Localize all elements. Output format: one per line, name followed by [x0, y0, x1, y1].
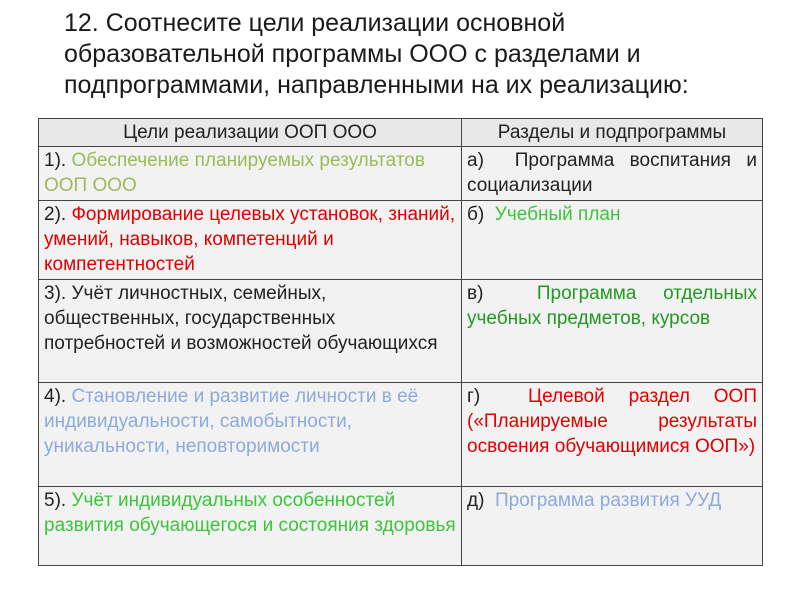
- header-sections: Разделы и подпрограммы: [462, 119, 763, 147]
- section-text: Программа развития УУД: [494, 490, 722, 511]
- table-row: [39, 383, 763, 487]
- table-row: [39, 201, 763, 280]
- section-letter: а): [467, 150, 484, 171]
- table-header-row: [39, 119, 763, 147]
- table-row: [39, 280, 763, 383]
- goal-number: 1).: [44, 150, 67, 171]
- goal-cell: [39, 201, 462, 280]
- table-row: [39, 487, 763, 566]
- section-cell: [462, 201, 763, 280]
- section-text: Программа воспитания и социализации: [467, 150, 757, 196]
- section-letter: д): [467, 490, 485, 511]
- goal-number: 3).: [44, 283, 67, 304]
- section-cell: [462, 280, 763, 383]
- goal-number: 5).: [44, 490, 67, 511]
- section-text: Программа отдельных учебных предметов, курсов: [467, 283, 757, 329]
- header-goals: Цели реализации ООП ООО: [39, 119, 462, 147]
- section-cell: [462, 487, 763, 566]
- table-row: [39, 147, 763, 201]
- goal-number: 4).: [44, 386, 67, 407]
- goal-cell: [39, 383, 462, 487]
- section-text: Целевой раздел ООП («Планируемые результаты освоения обучающимися ООП»): [467, 386, 757, 457]
- section-letter: г): [467, 386, 481, 407]
- goal-text: Обеспечение планируемых результатов ООП ООО: [44, 150, 425, 196]
- section-cell: [462, 383, 763, 487]
- matching-table: [38, 118, 763, 566]
- section-letter: б): [467, 204, 485, 225]
- slide-title: 12. Соотнесите цели реализации основной образовательной программы ООО с разделами и подпрограммами, направленными на их реализацию:: [64, 9, 689, 99]
- goal-cell: [39, 487, 462, 566]
- goal-text: Становление и развитие личности в её индивидуальности, самобытности, уникальности, неповторимости: [44, 386, 419, 457]
- section-cell: [462, 147, 763, 201]
- goal-cell: [39, 280, 462, 383]
- goal-number: 2).: [44, 204, 67, 225]
- goal-cell: [39, 147, 462, 201]
- section-text: Учебный план: [494, 204, 621, 225]
- goal-text: Учёт личностных, семейных, общественных, государственных потребностей и возможностей обучающихся: [44, 283, 438, 354]
- goal-text: Формирование целевых установок, знаний, умений, навыков, компетенций и компетентностей: [44, 204, 456, 275]
- section-letter: в): [467, 283, 484, 304]
- goal-text: Учёт индивидуальных особенностей развития обучающегося и состояния здоровья: [44, 490, 456, 536]
